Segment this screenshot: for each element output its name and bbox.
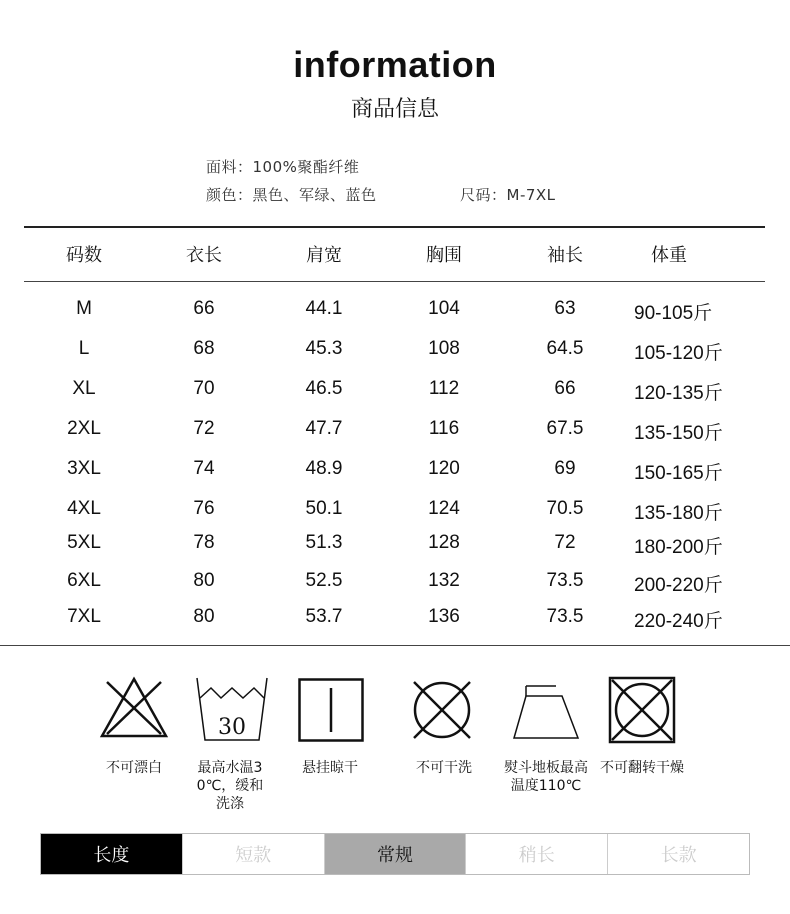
table-cell: 105-120斤 bbox=[634, 343, 723, 364]
no-tumble-dry-icon bbox=[608, 676, 676, 748]
table-cell: 68 bbox=[193, 338, 215, 359]
care-label: 不可干洗 bbox=[416, 760, 472, 776]
table-bottom-rule bbox=[0, 645, 790, 646]
table-cell: 132 bbox=[428, 570, 460, 591]
page-subtitle: 商品信息 bbox=[350, 97, 439, 122]
care-label-text: 不可翻转干燥 bbox=[600, 760, 684, 776]
table-cell: 52.5 bbox=[305, 570, 343, 591]
table-cell: 70 bbox=[193, 378, 215, 399]
column-header: 衣长 bbox=[186, 245, 222, 266]
table-cell: 120 bbox=[428, 458, 460, 479]
table-cell: XL bbox=[72, 378, 96, 399]
table-cell: 136 bbox=[428, 606, 460, 627]
length-label: 长度 bbox=[41, 834, 183, 874]
care-label bbox=[592, 759, 692, 777]
table-cell: 90-105斤 bbox=[634, 303, 713, 324]
table-cell: 2XL bbox=[67, 418, 101, 439]
length-option-regular: 常规 bbox=[325, 834, 467, 874]
table-cell: 64.5 bbox=[546, 338, 584, 359]
table-cell: 108 bbox=[428, 338, 460, 359]
wash-30-icon bbox=[195, 676, 269, 748]
table-cell: 135-150斤 bbox=[634, 423, 723, 444]
table-cell: 4XL bbox=[67, 498, 101, 519]
table-cell: 120-135斤 bbox=[634, 383, 723, 404]
table-header-rule bbox=[24, 281, 765, 282]
table-cell: 104 bbox=[428, 298, 460, 319]
hang-dry-icon bbox=[298, 678, 364, 746]
table-cell: 6XL bbox=[67, 570, 101, 591]
table-cell: 180-200斤 bbox=[634, 537, 723, 558]
table-cell: M bbox=[76, 298, 92, 319]
column-header: 体重 bbox=[651, 245, 687, 266]
table-cell: 72 bbox=[193, 418, 215, 439]
table-cell: 200-220斤 bbox=[634, 575, 723, 596]
care-label-text: 熨斗地板最高温度110℃ bbox=[504, 760, 588, 794]
no-dry-clean-icon bbox=[410, 678, 474, 746]
iron-icon bbox=[512, 682, 580, 746]
length-option-short: 短款 bbox=[183, 834, 325, 874]
table-cell: 112 bbox=[428, 378, 460, 399]
table-cell: 76 bbox=[193, 498, 215, 519]
table-cell: 48.9 bbox=[305, 458, 343, 479]
table-cell: 128 bbox=[428, 532, 460, 553]
table-cell: 47.7 bbox=[305, 418, 343, 439]
table-cell: 70.5 bbox=[546, 498, 584, 519]
table-cell: 46.5 bbox=[305, 378, 343, 399]
table-cell: 78 bbox=[193, 532, 215, 553]
care-label: 不可漂白 bbox=[106, 760, 162, 776]
length-option-long: 长款 bbox=[660, 845, 697, 866]
table-cell: 124 bbox=[428, 498, 460, 519]
care-label-text: 最高水温30℃，缓和洗涤 bbox=[196, 760, 264, 812]
table-cell: 150-165斤 bbox=[634, 463, 723, 484]
column-header: 袖长 bbox=[547, 245, 583, 266]
fabric-info: 面料：100%聚酯纤维 bbox=[206, 158, 360, 176]
table-cell: 74 bbox=[193, 458, 215, 479]
size-range-info: 尺码：M-7XL bbox=[460, 186, 556, 204]
care-label: 悬挂晾干 bbox=[302, 760, 358, 776]
care-label bbox=[180, 759, 280, 813]
table-cell: 135-180斤 bbox=[634, 503, 723, 524]
column-header: 码数 bbox=[66, 245, 102, 266]
table-cell: 66 bbox=[193, 298, 215, 319]
table-cell: L bbox=[78, 338, 90, 359]
table-cell: 220-240斤 bbox=[634, 611, 723, 632]
table-cell: 66 bbox=[554, 378, 576, 399]
no-bleach-icon bbox=[99, 676, 169, 744]
table-cell: 67.5 bbox=[546, 418, 584, 439]
table-cell: 53.7 bbox=[305, 606, 343, 627]
table-cell: 80 bbox=[193, 570, 215, 591]
table-top-rule bbox=[24, 226, 765, 228]
care-label bbox=[496, 759, 596, 795]
table-cell: 116 bbox=[428, 418, 460, 439]
length-option-slightly-long: 稍长 bbox=[466, 834, 608, 874]
page-title: information bbox=[293, 44, 497, 85]
table-cell: 63 bbox=[554, 298, 576, 319]
wash-temp: 30 bbox=[218, 715, 246, 740]
table-cell: 51.3 bbox=[305, 532, 343, 553]
table-cell: 5XL bbox=[67, 532, 101, 553]
column-header: 胸围 bbox=[426, 245, 462, 266]
table-cell: 73.5 bbox=[546, 570, 584, 591]
table-cell: 50.1 bbox=[305, 498, 343, 519]
table-cell: 44.1 bbox=[305, 298, 343, 319]
table-cell: 7XL bbox=[67, 606, 101, 627]
table-cell: 73.5 bbox=[546, 606, 584, 627]
table-cell: 69 bbox=[554, 458, 576, 479]
table-cell: 45.3 bbox=[305, 338, 343, 359]
table-cell: 3XL bbox=[67, 458, 101, 479]
table-cell: 72 bbox=[554, 532, 576, 553]
column-header: 肩宽 bbox=[306, 245, 342, 266]
color-info: 颜色：黑色、军绿、蓝色 bbox=[206, 186, 377, 204]
table-cell: 80 bbox=[193, 606, 215, 627]
length-bar bbox=[40, 833, 750, 875]
